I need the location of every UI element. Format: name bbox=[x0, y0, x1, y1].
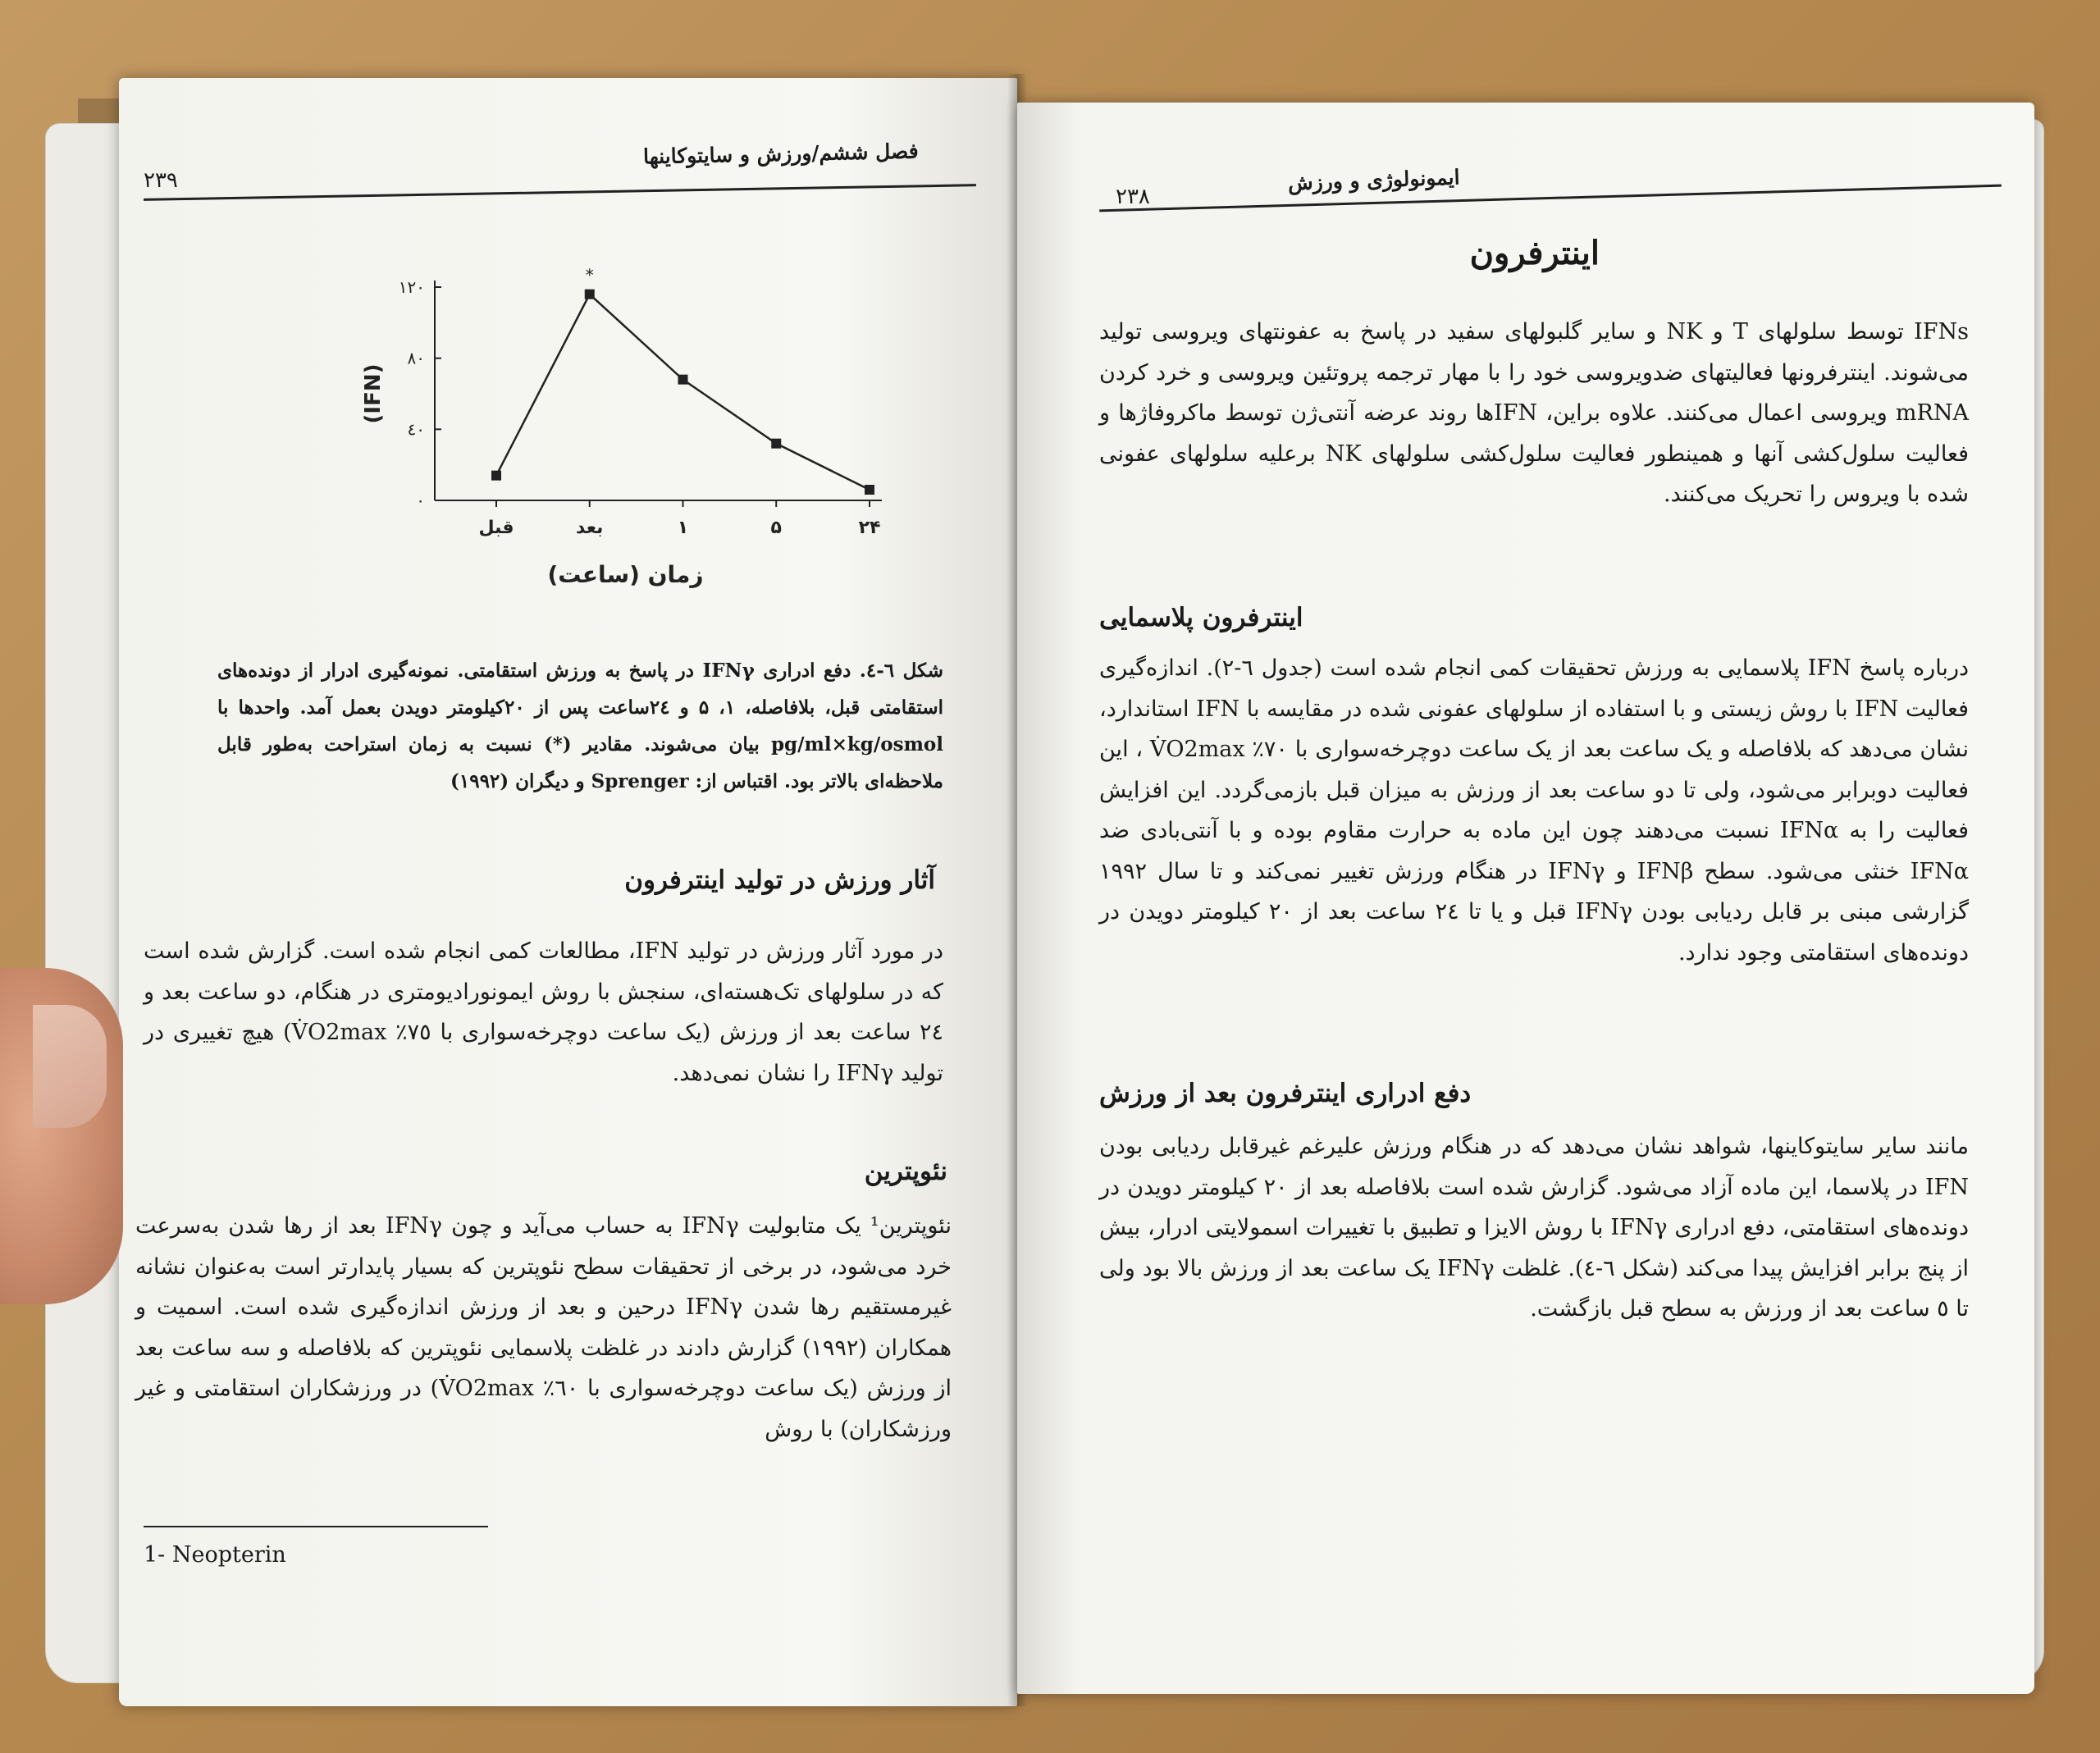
data-point bbox=[585, 290, 595, 299]
data-point bbox=[771, 439, 781, 449]
page-number: ۲۳۹ bbox=[144, 168, 178, 193]
section-text-plasma-interferon: درباره پاسخ IFN پلاسمایی به ورزش تحقیقات کمی انجام شده است (جدول ٦-٢). اندازه‌گیری فعالیت IFN با روش زیستی و با استفاده از سلولهای عفونی شده در مقایسه با IFN استاندارد، نشان می‌دهد که بلافاصله و یک ساعت بعد از یک ساعت دوچرخه‌سواری با ٧٠٪ V̇O2max ، این فعالیت دوبرابر می‌شود، ولی تا دو ساعت بعد از ورزش به میزان قبل بازمی‌گردد. این افزایش فعالیت را به IFNα نسبت می‌دهند چون این ماده به حرارت مقاوم بوده و با آنتی‌بادی ضد IFNα خنثی می‌شود. سطح IFNβ و IFNγ در هنگام ورزش تغییر نمی‌کند و تا سال ۱۹۹۲ گزارشی مبنی بر قابل ردیابی بودن IFNγ قبل و یا تا ٢٤ ساعت بعد از ٢٠ کیلومتر دویدن در دونده‌های استقامتی وجود ندارد. bbox=[1099, 655, 1970, 966]
section-heading-plasma-interferon: اینترفرون پلاسمایی bbox=[1099, 603, 1303, 632]
page-title: اینترفرون bbox=[1469, 234, 1600, 272]
intro-text: IFNs توسط سلولهای T و NK و سایر گلبولهای سفید در پاسخ به عفونتهای ویروسی تولید می‌شوند. اینترفرونها فعالیتهای ضدویروسی خود را با مهار ترجمه پروتئین ویروسی و خرد کردن mRNA ویروسی اعمال می‌کنند. علاوه براین، IFNها روند عرضه آنتی‌ژن توسط ماکروفاژها و فعالیت سلول‌کشی آنها و همینطور فعالیت سلول‌کشی سلولهای NK برعلیه سلولهای عفونی شده با ویروس را تحریک می‌کنند. bbox=[1099, 319, 1969, 507]
section-text-exercise-effects: در مورد آثار ورزش در تولید IFN، مطالعات کمی انجام شده است. گزارش شده است که در سلولهای تک‌هسته‌ای، سنجش با روش ایمونورادیومتری در هنگام، دو ساعت بعد و ٢٤ ساعت بعد از ورزش (یک ساعت دوچرخه‌سواری با ٧٥٪ V̇O2max) هیچ تغییری در تولید IFNγ را نشان نمی‌دهد. bbox=[144, 938, 944, 1086]
y-tick-label: ٤٠ bbox=[407, 419, 425, 440]
right-page bbox=[1017, 103, 2034, 1694]
y-axis-label: (IFN) bbox=[361, 363, 386, 424]
significance-marker: * bbox=[585, 265, 594, 285]
section-text-neopterin: نئوپترین¹ یک متابولیت IFNγ به حساب می‌آید و چون IFNγ بعد از رها شدن به‌سرعت خرد می‌شود، در برخی از تحقیقات سطح نئوپترین که بسیار پایدارتر است به‌عنوان نشانه غیرمستقیم رها شدن IFNγ درحین و بعد از ورزش اندازه‌گیری شده است. اسمیت و همکاران (۱۹۹۲) گزارش دادند در غلظت پلاسمایی نئوپترین که بلافاصله و سه ساعت بعد از ورزش (یک ساعت دوچرخه‌سواری با ٦٠٪ V̇O2max) در ورزشکاران استقامتی و غیر ورزشکاران) با روش bbox=[135, 1213, 952, 1442]
left-page bbox=[119, 78, 1017, 1706]
x-axis-label: زمان (ساعت) bbox=[547, 561, 704, 588]
section-text-urinary-excretion: مانند سایر سایتوکاینها، شواهد نشان می‌دهد که در هنگام ورزش علیرغم غیرقابل ردیابی بودن IFN در پلاسما، این ماده آزاد می‌شود. گزارش شده است بلافاصله بعد از ٢٠ کیلومتر دویدن در دونده‌های استقامتی، دفع ادراری IFNγ با روش الایزا و تطبیق با تغییرات اسمولایتی ادرار، بیش از پنج برابر افزایش پیدا می‌کند (شکل ٦-٤). غلظت IFNγ یک ساعت بعد از ورزش بالا بود ولی تا ٥ ساعت بعد از ورزش به سطح قبل بازگشت. bbox=[1099, 1134, 1969, 1322]
page-number: ۲۳۸ bbox=[1116, 185, 1150, 209]
section-heading-neopterin: نئوپترین bbox=[864, 1157, 947, 1186]
header-rule bbox=[144, 184, 976, 201]
x-tick-label: ۲۴ bbox=[858, 518, 881, 538]
x-tick-label: قبل bbox=[478, 518, 514, 538]
data-point bbox=[865, 485, 874, 495]
footnote: 1- Neopterin bbox=[144, 1542, 286, 1568]
x-tick-label: ۵ bbox=[770, 518, 782, 538]
data-point bbox=[678, 375, 688, 385]
running-head: ایمونولوژی و ورزش bbox=[1288, 165, 1461, 195]
x-tick-label: ۱ bbox=[677, 518, 689, 538]
y-tick-label: ۱۲۰ bbox=[398, 277, 425, 297]
figure-caption: شکل ٦-٤. دفع ادراری IFNγ در پاسخ به ورزش استقامتی. نمونه‌گیری ادرار از دونده‌های استقامتی قبل، بلافاصله، ۱، ۵ و ۲٤ساعت پس از ۲۰کیلومتر دویدن بعمل آمد. واحدها با pg/ml×kg/osmol بیان می‌شوند. مقادیر (*) نسبت به زمان استراحت به‌طور قابل ملاحظه‌ای بالاتر بود. اقتباس از: Sprenger و دیگران (۱۹۹۲) bbox=[217, 660, 943, 792]
thumbnail-nail bbox=[33, 1005, 107, 1128]
y-tick-label: ۰ bbox=[416, 491, 425, 510]
data-point bbox=[491, 471, 501, 481]
footnote-rule bbox=[144, 1526, 488, 1527]
ifn-line-chart bbox=[340, 246, 898, 591]
header-rule bbox=[1099, 185, 2002, 212]
section-heading-exercise-effects: آثار ورزش در تولید اینترفرون bbox=[624, 865, 935, 895]
y-tick-label: ۸۰ bbox=[407, 348, 425, 368]
x-tick-label: بعد bbox=[576, 518, 604, 538]
section-heading-urinary-excretion: دفع ادراری اینترفرون بعد از ورزش bbox=[1099, 1079, 1472, 1108]
series-line bbox=[496, 294, 870, 490]
running-head: فصل ششم/ورزش و سایتوکاینها bbox=[643, 139, 920, 169]
